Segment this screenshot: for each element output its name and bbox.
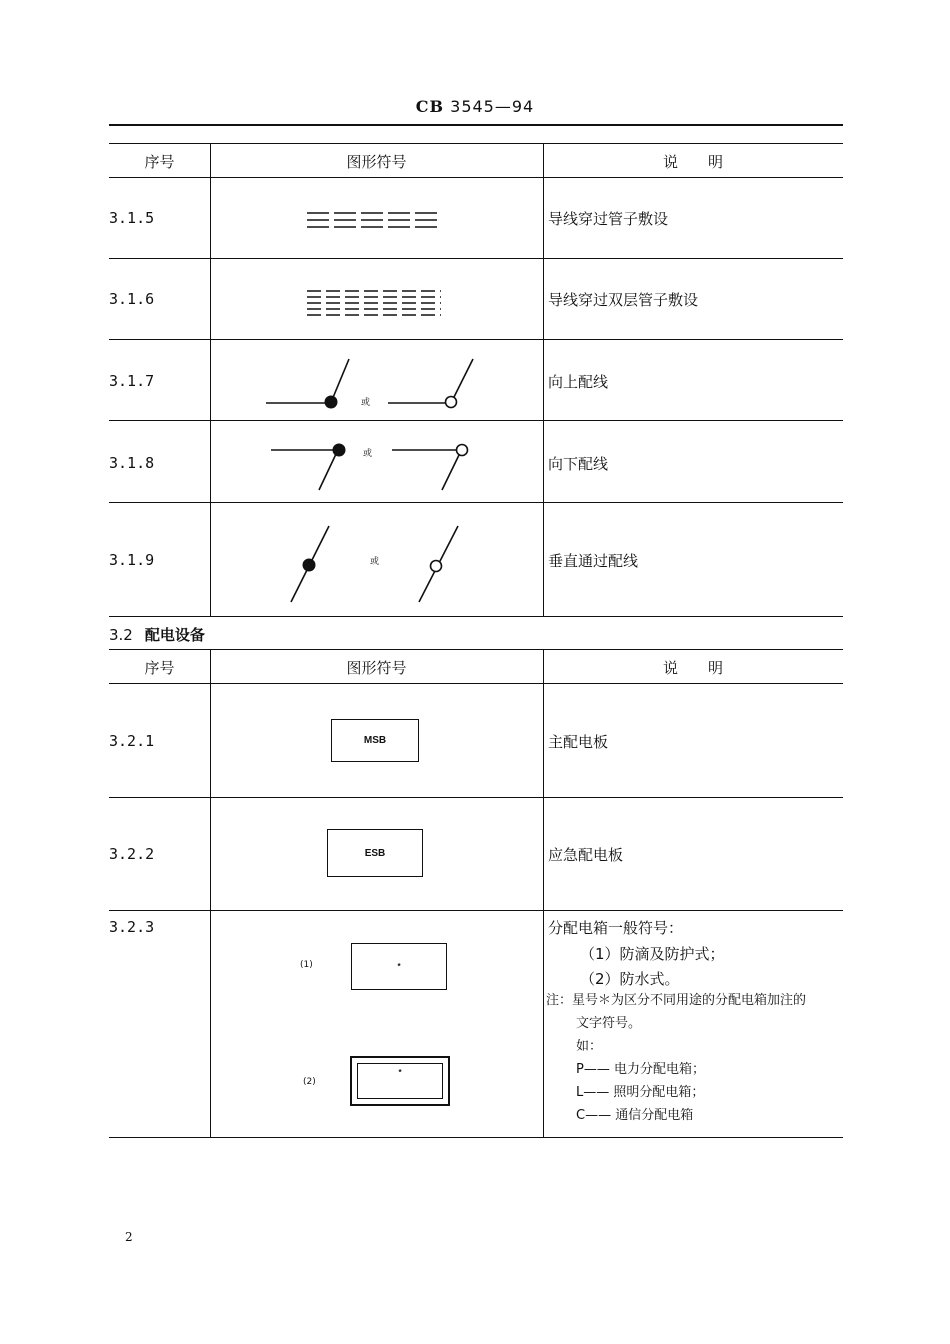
- header-rule: [109, 124, 843, 126]
- note-line: 注：星号＊为区分不同用途的分配电箱加注的: [546, 993, 807, 1008]
- row-desc: 分配电箱一般符号：: [548, 919, 684, 937]
- standard-prefix: CB: [415, 97, 445, 116]
- page-number: 2: [125, 1230, 133, 1244]
- row-num: 3.2.1: [109, 732, 155, 750]
- table1-header-rule: [109, 177, 843, 178]
- row-num: 3.1.8: [109, 454, 155, 472]
- row-desc: 垂直通过配线: [548, 552, 639, 570]
- section-title: 配电设备: [144, 626, 205, 644]
- drip-proof-box-symbol: [351, 943, 447, 990]
- row-desc: 向下配线: [548, 455, 609, 473]
- note-line: 文字符号。: [576, 1016, 642, 1031]
- conduit-wiring-symbol: [305, 208, 445, 234]
- sub-item: （2）防水式。: [580, 970, 680, 988]
- table2-bottom-rule: [109, 1137, 843, 1138]
- row-desc: 向上配线: [548, 373, 609, 391]
- table2-header-rule: [109, 683, 843, 684]
- col-header-num: 序号: [144, 659, 175, 677]
- row-num: 3.1.9: [109, 551, 155, 569]
- section-number: 3.2: [109, 626, 133, 644]
- row-desc: 导线穿过管子敷设: [548, 210, 669, 228]
- esb-symbol: ESB: [327, 829, 423, 877]
- or-label: 或: [361, 398, 371, 408]
- col-divider: [543, 143, 544, 616]
- variant-label: (1): [300, 960, 313, 970]
- col-header-symbol: 图形符号: [346, 153, 407, 171]
- note-line: 如：: [576, 1039, 603, 1054]
- col-divider: [543, 649, 544, 1137]
- or-label: 或: [363, 449, 373, 459]
- row-desc: 导线穿过双层管子敷设: [548, 291, 699, 309]
- waterproof-box-symbol: [350, 1056, 450, 1106]
- table1-bottom-rule: [109, 616, 843, 617]
- row-divider: [109, 258, 843, 259]
- standard-code: 3545—94: [450, 97, 535, 116]
- sub-item: （1）防滴及防护式；: [580, 945, 725, 963]
- table2-top-rule: [109, 649, 843, 650]
- row-desc: 主配电板: [548, 733, 609, 751]
- col-header-desc: 说 明: [662, 153, 723, 171]
- note-line: C—— 通信分配电箱: [576, 1108, 694, 1123]
- upward-wiring-symbol: [262, 352, 482, 414]
- row-num: 3.2.2: [109, 845, 155, 863]
- note-line: P—— 电力分配电箱；: [576, 1062, 705, 1077]
- section-heading: [109, 624, 205, 645]
- or-label: 或: [370, 557, 380, 567]
- col-header-desc: 说 明: [662, 659, 723, 677]
- row-divider: [109, 502, 843, 503]
- row-desc: 应急配电板: [548, 846, 624, 864]
- row-num: 3.1.5: [109, 209, 155, 227]
- msb-symbol: MSB: [331, 719, 419, 762]
- row-num: 3.2.3: [109, 918, 155, 936]
- row-divider: [109, 797, 843, 798]
- document-header: [0, 97, 950, 116]
- table1-top-rule: [109, 143, 843, 144]
- row-divider: [109, 420, 843, 421]
- col-header-num: 序号: [144, 153, 175, 171]
- variant-label: (2): [303, 1077, 316, 1087]
- col-divider: [210, 143, 211, 616]
- double-conduit-wiring-symbol: [305, 287, 445, 321]
- row-num: 3.1.6: [109, 290, 155, 308]
- asterisk-placeholder: *: [398, 1068, 402, 1077]
- waterproof-inner-frame: [357, 1063, 443, 1099]
- asterisk-placeholder: *: [397, 962, 401, 971]
- row-divider: [109, 910, 843, 911]
- col-divider: [210, 649, 211, 1137]
- col-header-symbol: 图形符号: [346, 659, 407, 677]
- note-line: L—— 照明分配电箱；: [576, 1085, 705, 1100]
- row-divider: [109, 339, 843, 340]
- row-num: 3.1.7: [109, 372, 155, 390]
